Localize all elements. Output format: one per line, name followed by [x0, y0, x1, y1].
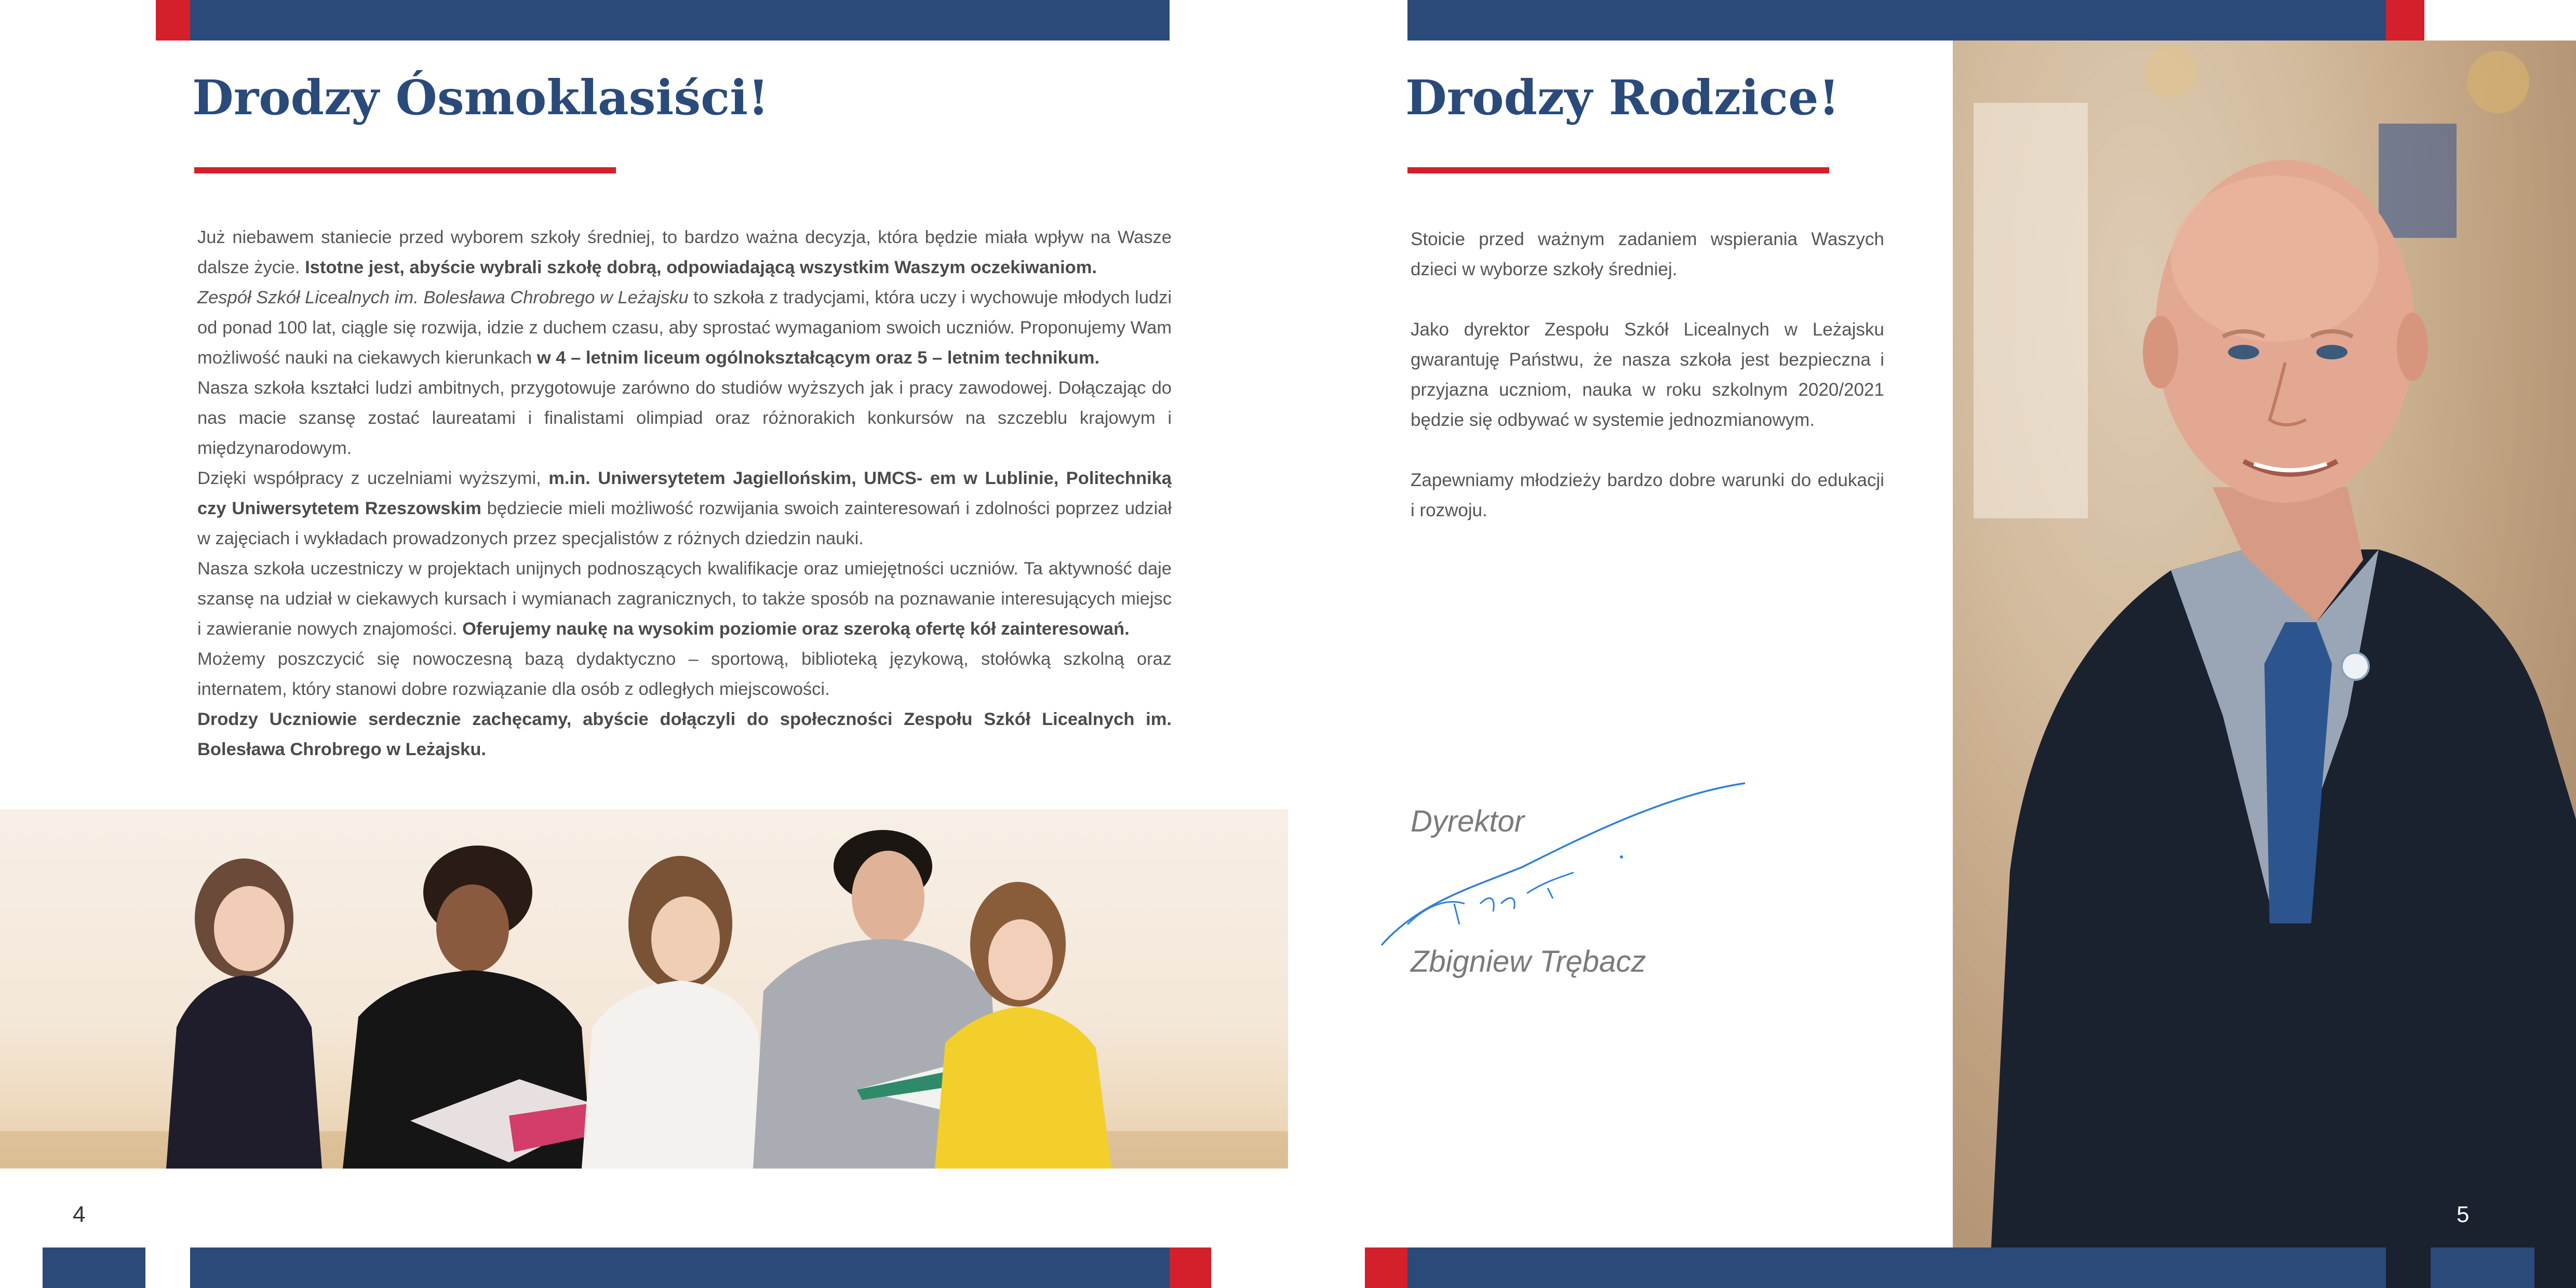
students-photo	[0, 809, 1288, 1169]
bottom-left-red-block	[1170, 1247, 1211, 1288]
left-paragraph-1	[197, 222, 1172, 283]
left-paragraph-segment: Nasza szkoła uczestniczy w projektach unijnych podnoszących kwalifikacje oraz umiejętności uczniów. Ta aktywność daje szansę na udział w ciekawych kursach i wymianach zagranicznych, to także sposób na poznawanie interesujących miejsc i zawieranie nowych znajomości.	[197, 559, 1172, 639]
signature-name: Zbigniew Trębacz	[1411, 945, 1646, 978]
left-page-heading: Drodzy Ósmoklasiści!	[192, 70, 769, 126]
left-paragraph-segment: Możemy poszczycić się nowoczesną bazą dydaktyczno – sportową, biblioteką językową, stołówką szkolną oraz internatem, który stanowi dobre rozwiązanie dla osób z odległych miejscowości.	[197, 649, 1172, 699]
left-paragraph-5	[197, 554, 1172, 644]
left-paragraph-3	[197, 373, 1172, 463]
left-paragraph-segment: m.in. Uniwersytetem Jagiellońskim, UMCS- em w Lublinie, Politechniką czy Uniwersytetem Rzeszowskim	[197, 468, 1172, 518]
top-right-navy-bar	[1407, 0, 2386, 41]
right-page-heading: Drodzy Rodzice!	[1405, 70, 1840, 126]
left-paragraph-6	[197, 644, 1172, 704]
signature-title: Dyrektor	[1411, 804, 1525, 838]
handwritten-signature	[1376, 774, 1761, 950]
director-photo	[1953, 41, 2576, 1288]
director-illustration	[1953, 41, 2576, 1288]
left-paragraph-segment: Oferujemy naukę na wysokim poziomie oraz szeroką ofertę kół zainteresowań.	[462, 619, 1130, 639]
left-paragraph-7	[197, 704, 1172, 764]
right-paragraph-1: Stoicie przed ważnym zadaniem wspierania Waszych dzieci w wyborze szkoły średniej.	[1411, 229, 1884, 279]
left-body-text	[197, 222, 1172, 764]
left-paragraph-segment: Dzięki współpracy z uczelniami wyższymi,	[197, 468, 549, 488]
right-paragraph-2: Jako dyrektor Zespołu Szkół Licealnych w Leżajsku gwarantuję Państwu, że nasza szkoła jest bezpieczna i przyjazna uczniom, nauka w roku szkolnym 2020/2021 będzie się odbywać w systemie jednozmianowym.	[1411, 319, 1884, 430]
bottom-right-red-block	[1365, 1247, 1407, 1288]
right-paragraph-3: Zapewniamy młodzieży bardzo dobre warunki do edukacji i rozwoju.	[1411, 470, 1884, 520]
left-paragraph-4	[197, 463, 1172, 554]
left-paragraph-segment: Zespół Szkół Licealnych im. Bolesława Chrobrego w Leżajsku	[197, 288, 689, 307]
left-paragraph-segment: w 4 – letnim liceum ogólnokształcącym oraz 5 – letnim technikum.	[536, 348, 1100, 368]
top-left-navy-bar	[190, 0, 1170, 41]
bottom-left-navy-block	[43, 1247, 145, 1288]
left-paragraph-segment: Nasza szkoła kształci ludzi ambitnych, przygotowuje zarówno do studiów wyższych jak i pracy zawodowej. Dołączając do nas macie szansę zostać laureatami i finalistami olimpiad oraz różnorakich konkursów na szczeblu krajowym i międzynarodowym.	[197, 378, 1172, 458]
left-heading-underline	[194, 167, 616, 173]
left-paragraph-segment: będziecie mieli możliwość rozwijania swoich zainteresowań i zdolności poprzez udział w zajęciach i wykładach prowadzonych przez specjalistów z różnych dziedzin nauki.	[197, 499, 1172, 548]
left-page-number: 4	[73, 1202, 86, 1227]
top-right-red-block	[2386, 0, 2424, 41]
left-paragraph-2	[197, 283, 1172, 373]
bottom-right-navy-bar	[1407, 1247, 2386, 1288]
right-page-number: 5	[2457, 1202, 2470, 1227]
left-paragraph-segment: Drodzy Uczniowie serdecznie zachęcamy, abyście dołączyli do społeczności Zespołu Szkół Licealnych im. Bolesława Chrobrego w Leżajsku.	[197, 709, 1172, 759]
right-body-text	[1411, 224, 1884, 556]
bottom-left-navy-bar	[190, 1247, 1170, 1288]
left-paragraph-segment: Już niebawem staniecie przed wyborem szkoły średniej, to bardzo ważna decyzja, która będzie miała wpływ na Wasze dalsze życie.	[197, 227, 1172, 277]
top-left-red-block	[156, 0, 190, 41]
left-paragraph-segment: to szkoła z tradycjami, która uczy i wychowuje młodych ludzi od ponad 100 lat, ciągle się rozwija, idzie z duchem czasu, aby sprostać wymaganiom swoich uczniów. Proponujemy Wam możliwość nauki na ciekawych kierunkach	[197, 288, 1172, 368]
bottom-right-navy-block	[2431, 1247, 2534, 1288]
right-heading-underline	[1407, 167, 1829, 173]
left-paragraph-segment: Istotne jest, abyście wybrali szkołę dobrą, odpowiadającą wszystkim Waszym oczekiwaniom.	[305, 258, 1097, 277]
students-illustration	[0, 809, 1288, 1169]
